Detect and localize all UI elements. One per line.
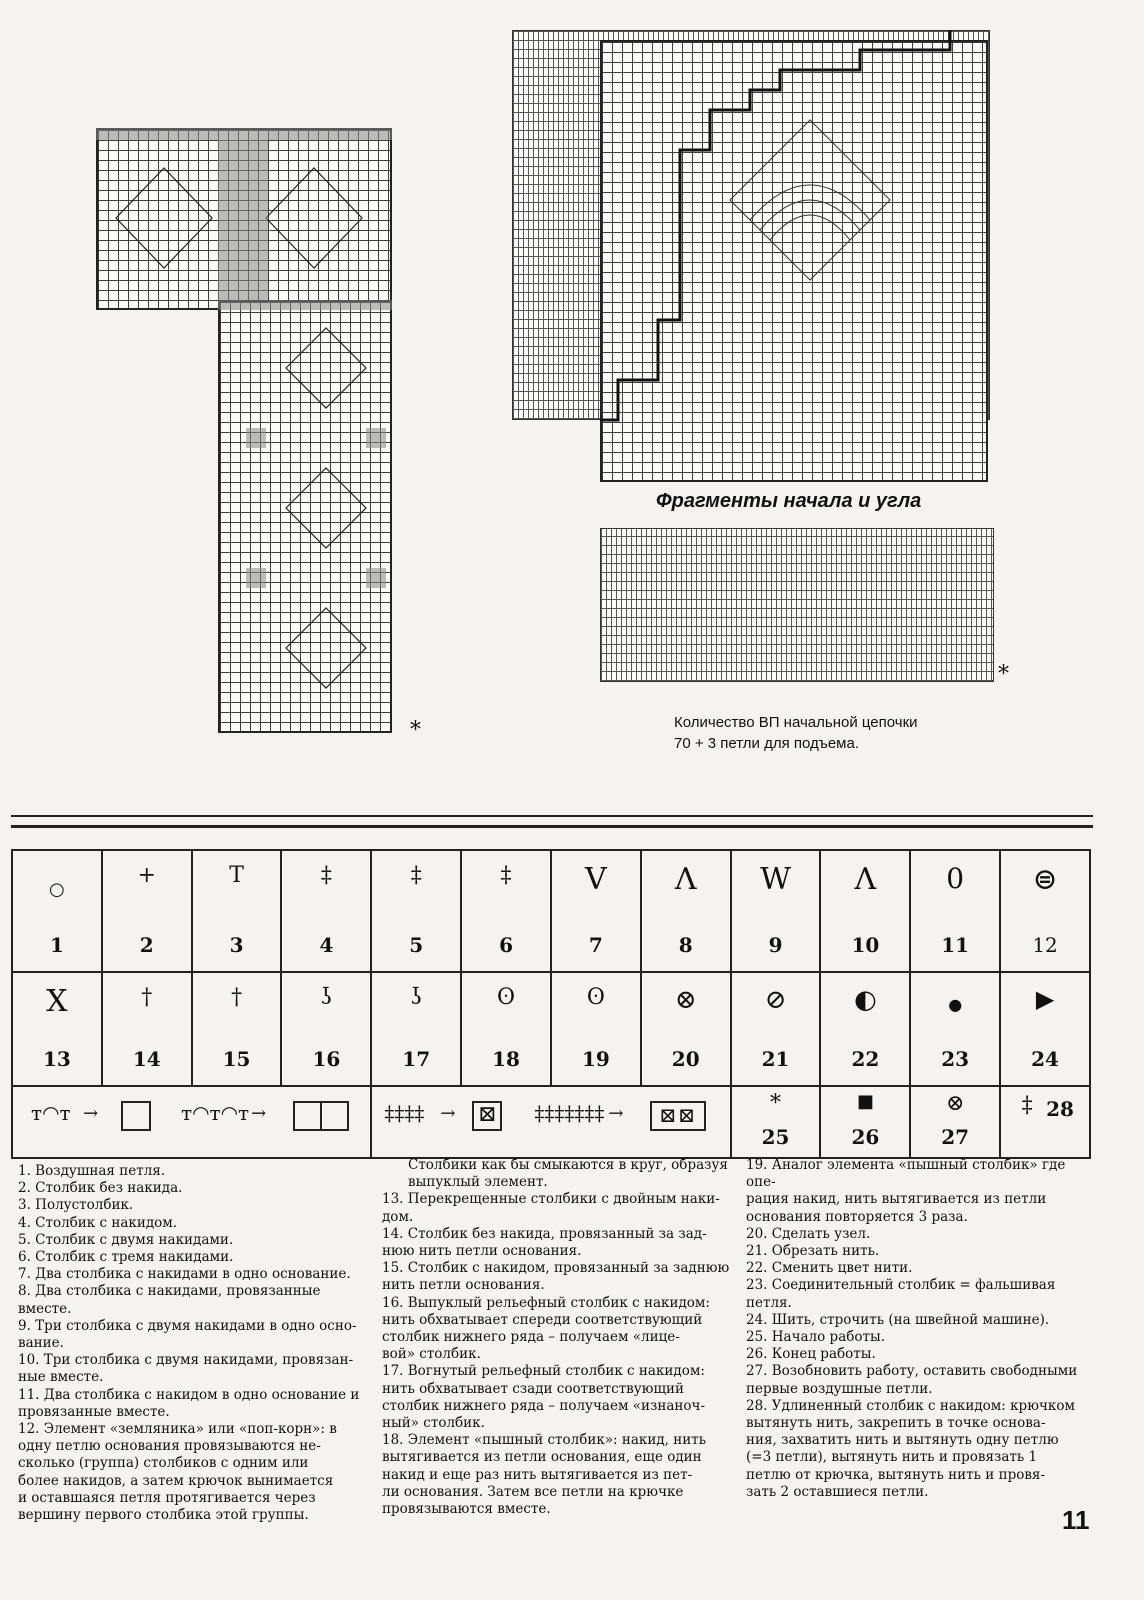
desc-line: зать 2 оставшиеся петли.	[746, 1483, 929, 1500]
desc-line: сколько (группа) столбиков с одним или	[18, 1455, 309, 1472]
desc-line: вой» столбик.	[382, 1346, 481, 1363]
change-color-icon: ◐	[854, 985, 877, 1015]
filled-stitches-double-icon: ‡‡‡‡‡‡‡	[534, 1101, 605, 1125]
resume-work-icon: ⊗	[945, 1091, 965, 1116]
double-treble-crochet-icon: ‡	[500, 863, 512, 888]
slip-stitch-icon: ●	[948, 995, 963, 1014]
legend-num: 21	[761, 1047, 790, 1071]
legend-num: 22	[851, 1047, 880, 1071]
dc-back-loop-icon: †	[231, 985, 243, 1010]
desc-line: 27. Возобновить работу, оставить свободными	[746, 1363, 1078, 1380]
desc-line: Столбики как бы смыкаются в круг, образуя	[408, 1157, 728, 1173]
desc-line: (=3 петли), вытянуть нить и провязать 1	[746, 1449, 1038, 1466]
desc-line: 13. Перекрещенные столбики с двойным наки-	[382, 1191, 720, 1208]
legend-num: 14	[132, 1047, 161, 1071]
desc-line: первые воздушные петли.	[746, 1380, 933, 1397]
symbol-legend-table	[11, 849, 1091, 1159]
legend-num: 11	[941, 933, 970, 957]
arrow-icon: →	[440, 1103, 456, 1124]
chain-note	[674, 712, 918, 754]
legend-num: 6	[499, 933, 514, 957]
legend-row-1	[12, 850, 1090, 972]
filled-mesh-legend	[372, 1087, 729, 1157]
legend-num: 18	[492, 1047, 520, 1071]
two-dc-same-base-icon: V	[585, 862, 607, 897]
desc-line: 12. Элемент «земляника» или «поп-корн»: в	[18, 1421, 337, 1438]
filet-mesh-legend	[13, 1087, 370, 1157]
desc-line: ли основания. Затем все петли на крючке	[382, 1483, 684, 1500]
desc-line: столбик нижнего ряда – получаем «лице-	[382, 1329, 680, 1346]
crossed-treble-icon: X	[46, 984, 68, 1019]
legend-num: 2	[139, 933, 154, 957]
desc-line: провязываются вместе.	[382, 1501, 551, 1518]
legend-num: 15	[222, 1047, 251, 1071]
desc-line: нить обхватывает спереди соответствующий	[382, 1311, 703, 1328]
arrow-icon: →	[83, 1103, 99, 1124]
desc-line: вытягивается из петли основания, еще один	[382, 1449, 702, 1466]
legend-num: 7	[588, 933, 603, 957]
legend-num: 10	[851, 933, 880, 957]
legend-num: 12	[1032, 933, 1058, 957]
desc-line: 8. Два столбика с накидами, провязанные вместе.	[18, 1283, 321, 1317]
desc-line: 15. Столбик с накидом, провязанный за заднюю	[382, 1260, 730, 1277]
desc-line: провязанные вместе.	[18, 1403, 170, 1420]
legend-num: 25	[761, 1125, 790, 1149]
mesh-stitches-double-icon: ᴛ◠ᴛ◠ᴛ	[181, 1101, 250, 1125]
arrow-icon: →	[608, 1103, 624, 1124]
filet-chart-motifs	[96, 128, 396, 738]
open-mesh-square-icon	[121, 1101, 151, 1131]
legend-row-3	[12, 1086, 1090, 1158]
double-crochet-icon: ‡	[320, 863, 332, 888]
legend-num: 23	[941, 1047, 970, 1071]
desc-line: петлю от крючка, вытянуть нить и провя-	[746, 1466, 1046, 1483]
chain-note-line2: 70 + 3 петли для подъема.	[674, 735, 859, 752]
start-marker-left: *	[410, 718, 421, 743]
sc-back-loop-icon: †	[141, 985, 153, 1010]
description-column-1	[18, 1163, 378, 1524]
make-knot-icon: ⊗	[674, 985, 697, 1015]
start-work-icon: *	[770, 1091, 782, 1116]
desc-line: рация накид, нить вытягивается из петли	[746, 1191, 1047, 1208]
legend-num: 16	[312, 1047, 341, 1071]
puff-stitch-icon: ʘ	[497, 985, 516, 1010]
legend-num: 20	[671, 1047, 700, 1071]
desc-line: 2. Столбик без накида.	[18, 1180, 183, 1197]
desc-line: основания повторяется 3 раза.	[746, 1208, 968, 1225]
page-number: 11	[1062, 1505, 1090, 1535]
desc-line: 6. Столбик с тремя накидами.	[18, 1249, 234, 1266]
legend-num: 1	[49, 933, 64, 957]
desc-line: накид и еще раз нить вытягивается из пет-	[382, 1466, 693, 1483]
cut-thread-icon: ⊘	[764, 985, 787, 1015]
mesh-stitches-icon: ᴛ◠ᴛ	[31, 1101, 71, 1125]
desc-line: 16. Выпуклый рельефный столбик с накидом:	[382, 1294, 710, 1311]
legend-num: 9	[768, 933, 783, 957]
desc-line: 3. Полустолбик.	[18, 1197, 134, 1214]
desc-line: более накидов, а затем крючок вынимается	[18, 1472, 334, 1489]
desc-line: выпуклый элемент.	[408, 1174, 548, 1191]
description-column-3	[746, 1157, 1091, 1501]
desc-line: 14. Столбик без накида, провязанный за зад-	[382, 1225, 707, 1242]
two-dc-together-icon: Λ	[674, 862, 697, 897]
desc-line: дом.	[382, 1208, 414, 1225]
legend-num: 13	[42, 1047, 71, 1071]
description-column-2	[382, 1157, 750, 1518]
front-post-dc-icon: ʖ	[320, 985, 333, 1010]
desc-line: 28. Удлиненный столбик с накидом: крючком	[746, 1397, 1075, 1414]
three-tr-same-base-icon: W	[760, 862, 791, 897]
desc-line: нить обхватывает сзади соответствующий	[382, 1380, 685, 1397]
legend-num: 26	[851, 1125, 880, 1149]
legend-num: 8	[678, 933, 693, 957]
legend-num: 4	[319, 933, 334, 957]
desc-line: столбик нижнего ряда – получаем «изнаноч-	[382, 1397, 706, 1414]
filled-stitches-icon: ‡‡‡‡	[384, 1101, 425, 1125]
desc-line: 18. Элемент «пышный столбик»: накид, нить	[382, 1432, 707, 1449]
desc-line: вание.	[18, 1335, 64, 1352]
popcorn-icon: ⊜	[1032, 862, 1058, 897]
desc-line: ные вместе.	[18, 1369, 104, 1386]
desc-line: нюю нить петли основания.	[382, 1243, 582, 1260]
desc-line: 19. Аналог элемента «пышный столбик» где опе-	[746, 1157, 1066, 1191]
desc-line: 25. Начало работы.	[746, 1329, 886, 1346]
desc-line: 24. Шить, строчить (на швейной машине).	[746, 1311, 1050, 1328]
desc-line: нить петли основания.	[382, 1277, 545, 1294]
chain-stitch-icon: ○	[49, 879, 65, 900]
desc-line: 17. Вогнутый рельефный столбик с накидом:	[382, 1363, 705, 1380]
section-divider	[11, 815, 1093, 828]
corner-chart-step-outline	[510, 30, 990, 490]
desc-line: 22. Сменить цвет нити.	[746, 1260, 913, 1277]
desc-line: 9. Три столбика с двумя накидами в одно осно-	[18, 1317, 357, 1334]
elongated-dc-icon: ‡	[1021, 1093, 1033, 1118]
puff-stitch-3x-icon: ʘ	[586, 985, 605, 1010]
desc-line: ный» столбик.	[382, 1415, 485, 1432]
legend-num: 5	[409, 933, 424, 957]
open-mesh-double-square-icon	[293, 1101, 349, 1131]
desc-line: ния, захватить нить и вытянуть одну петлю	[746, 1432, 1059, 1449]
start-fragment-chart	[600, 528, 994, 682]
legend-num: 28	[1046, 1097, 1074, 1121]
filled-mesh-double-square-icon: ⊠⊠	[650, 1101, 706, 1131]
back-post-dc-icon: ʖ	[410, 985, 423, 1010]
desc-line: 5. Столбик с двумя накидами.	[18, 1231, 234, 1248]
legend-row-2	[12, 972, 1090, 1086]
desc-line: 26. Конец работы.	[746, 1346, 876, 1363]
desc-line: 1. Воздушная петля.	[18, 1163, 166, 1179]
desc-line: вытянуть нить, закрепить в точке основа-	[746, 1415, 1046, 1432]
treble-crochet-icon: ‡	[410, 863, 422, 888]
legend-num: 27	[941, 1125, 970, 1149]
start-marker-right: *	[998, 662, 1009, 687]
half-double-crochet-icon: T	[229, 863, 244, 888]
filled-mesh-square-icon: ⊠	[472, 1101, 502, 1131]
desc-line: 11. Два столбика с накидом в одно основание и	[18, 1386, 360, 1403]
single-crochet-icon: +	[137, 863, 156, 888]
three-tr-together-icon: Λ	[854, 862, 877, 897]
desc-line: 7. Два столбика с накидами в одно основание.	[18, 1266, 351, 1283]
arrow-icon: →	[251, 1103, 267, 1124]
legend-num: 24	[1031, 1047, 1059, 1071]
legend-num: 3	[229, 933, 244, 957]
desc-line: 21. Обрезать нить.	[746, 1243, 880, 1260]
sew-icon: ▶	[1035, 985, 1055, 1013]
desc-line: и оставшаяся петля протягивается через	[18, 1489, 316, 1506]
desc-line: 23. Соединительный столбик = фальшивая петля.	[746, 1277, 1056, 1311]
legend-num: 19	[581, 1047, 610, 1071]
desc-line: 10. Три столбика с двумя накидами, провязан-	[18, 1352, 354, 1369]
end-work-icon: ■	[856, 1091, 874, 1112]
desc-line: вершину первого столбика этой группы.	[18, 1507, 309, 1524]
desc-line: 20. Сделать узел.	[746, 1225, 871, 1242]
desc-line: одну петлю основания провязываются не-	[18, 1438, 321, 1455]
two-dc-puff-icon: 0	[946, 862, 965, 895]
chain-note-line1: Количество ВП начальной цепочки	[674, 714, 918, 731]
desc-line: 4. Столбик с накидом.	[18, 1214, 178, 1231]
legend-num: 17	[402, 1047, 431, 1071]
corner-caption: Фрагменты начала и угла	[656, 490, 922, 512]
